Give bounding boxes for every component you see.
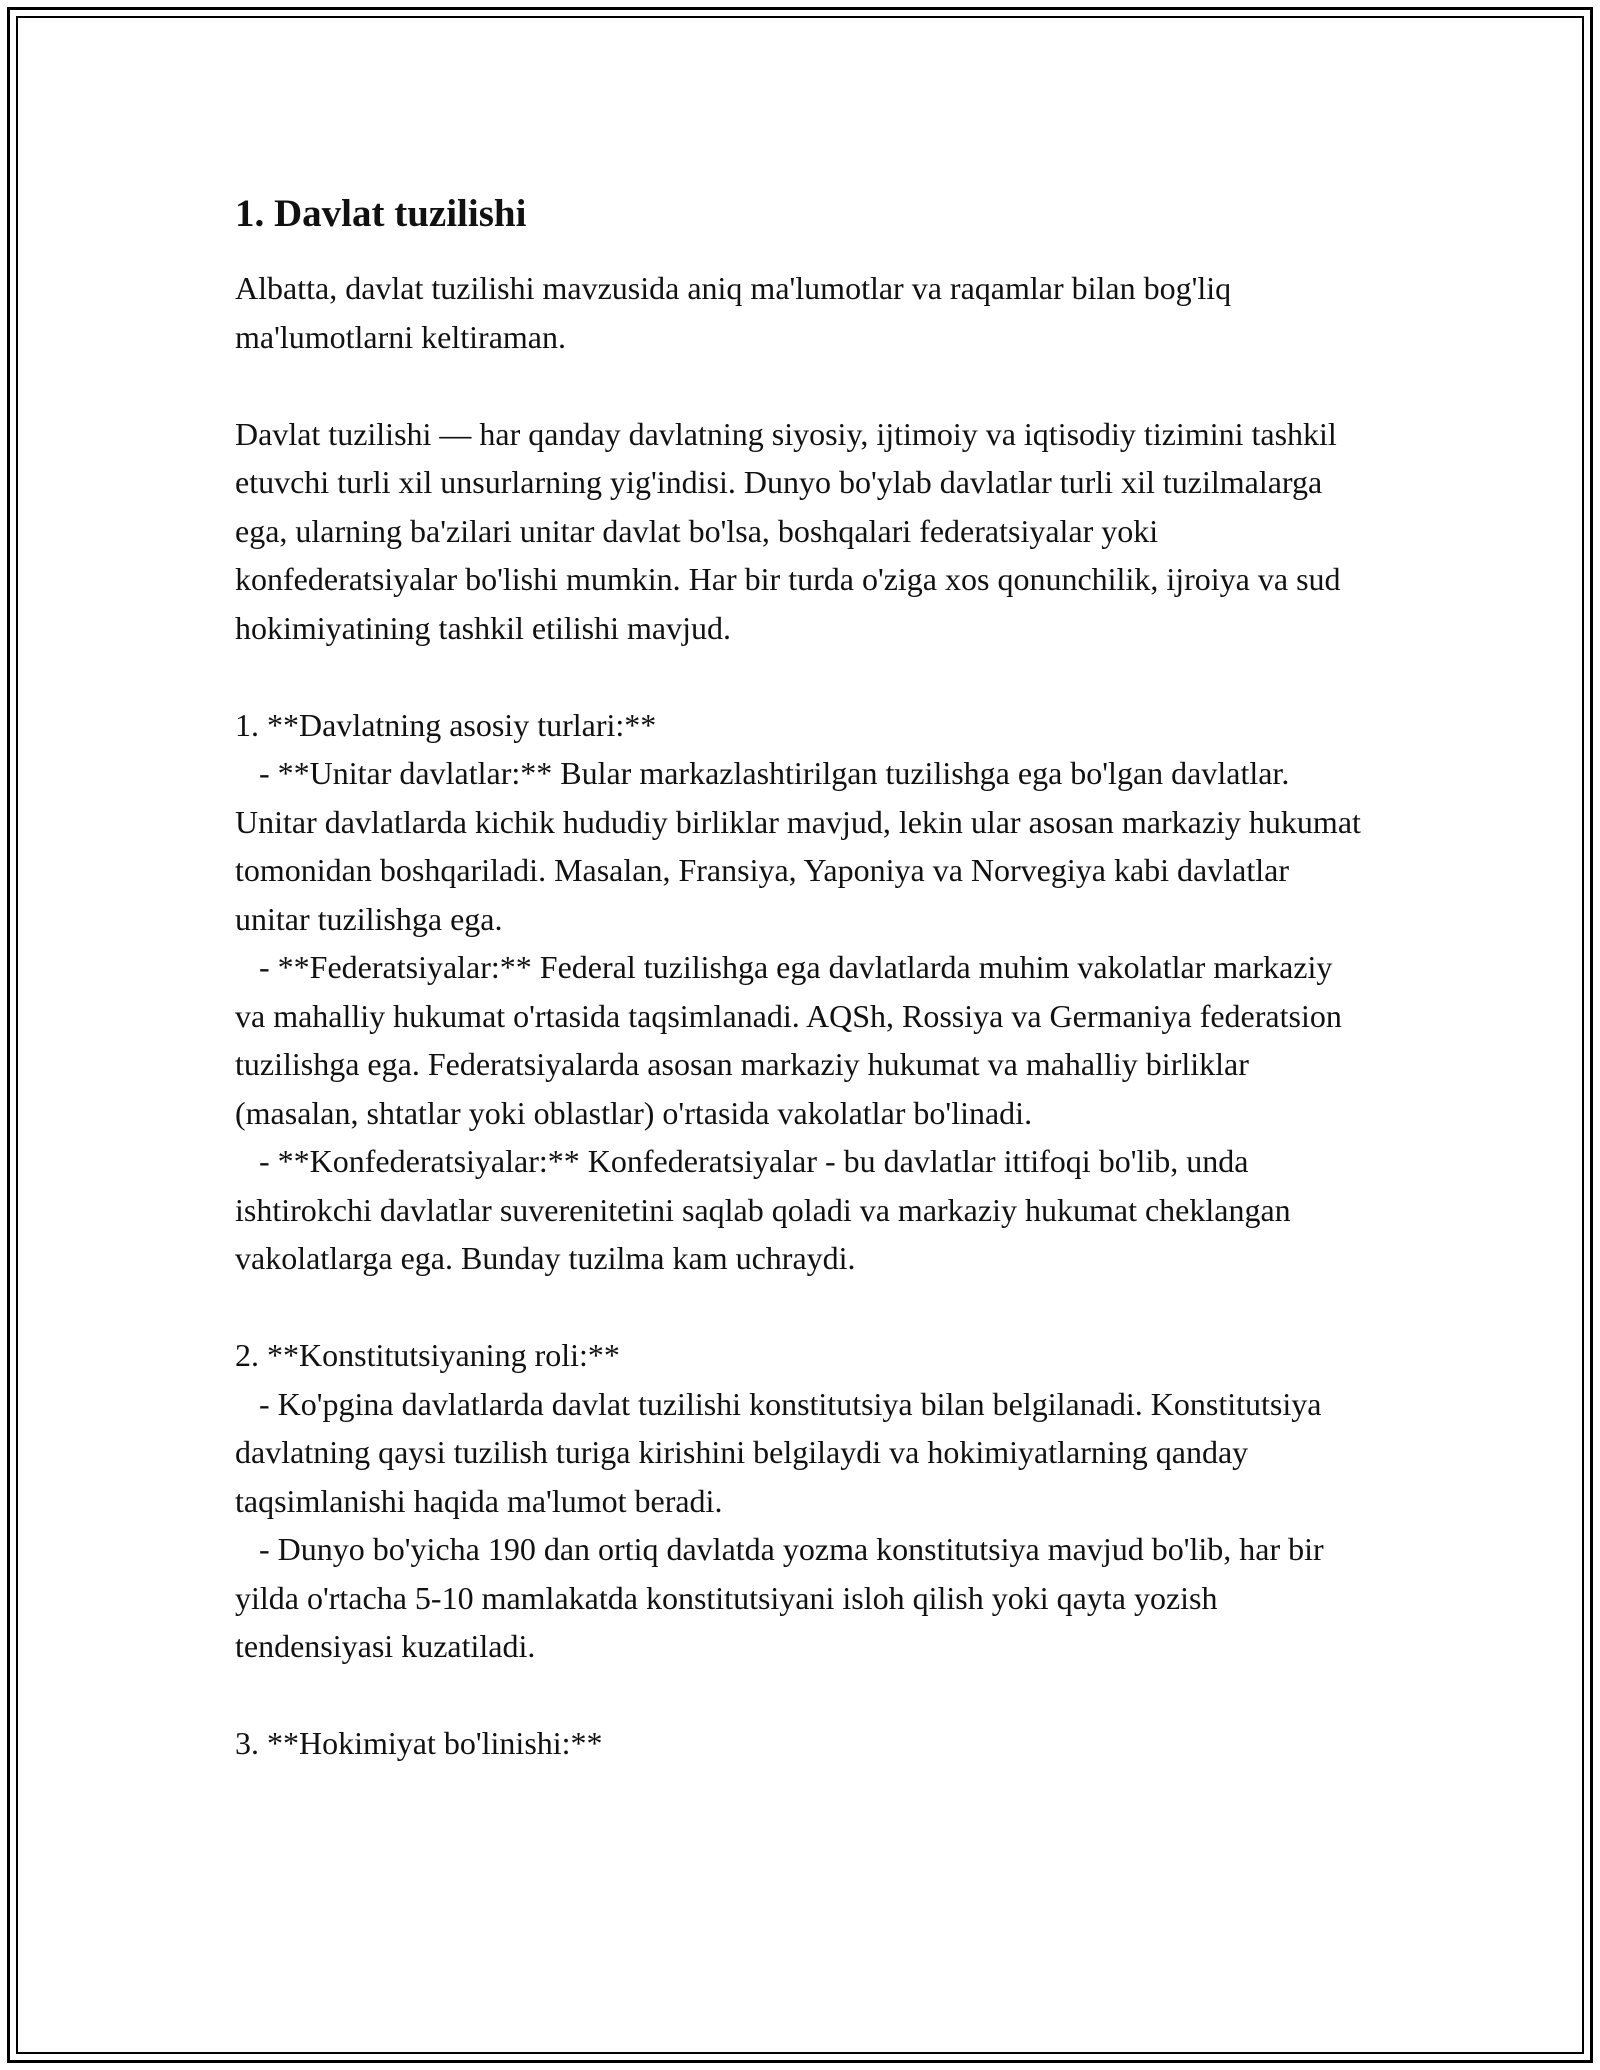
- section-heading: 1. Davlat tuzilishi: [235, 192, 527, 235]
- document-content: [235, 190, 1365, 1768]
- section-body: Albatta, davlat tuzilishi mavzusida aniq ma'lumotlar va raqamlar bilan bog'liq ma'lumotlarni keltiraman. Davlat tuzilishi — har qanday davlatning siyosiy, ijtimoiy va iqtisodiy tizimini tashkil etuvchi turli xil unsurlarning yig'indisi. Dunyo bo'ylab davlatlar turli xil tuzilmalarga ega, ularning ba'zilari unitar davlat bo'lsa, boshqalari federatsiyalar yoki konfederatsiyalar bo'lishi mumkin. Har bir turda o'ziga xos qonunchilik, ijroiya va sud hokimiyatining tashkil etilishi mavjud. 1. **Davlatning asosiy turlari:** - **Unitar davlatlar:** Bular markazlashtirilgan tuzilishga ega bo'lgan davlatlar. Unitar davlatlarda kichik hududiy birliklar mavjud, lekin ular asosan markaziy hukumat tomonidan boshqariladi. Masalan, Fransiya, Yaponiya va Norvegiya kabi davlatlar unitar tuzilishga ega. - **Federatsiyalar:** Federal tuzilishga ega davlatlarda muhim vakolatlar markaziy va mahalliy hukumat o'rtasida taqsimlanadi. AQSh, Rossiya va Germaniya federatsion tuzilishga ega. Federatsiyalarda asosan markaziy hukumat va mahalliy birliklar (masalan, shtatlar yoki oblastlar) o'rtasida vakolatlar bo'linadi. - **Konfederatsiyalar:** Konfederatsiyalar - bu davlatlar ittifoqi bo'lib, unda ishtirokchi davlatlar suverenitetini saqlab qoladi va markaziy hukumat cheklangan vakolatlarga ega. Bunday tuzilma kam uchraydi. 2. **Konstitutsiyaning roli:** - Ko'pgina davlatlarda davlat tuzilishi konstitutsiya bilan belgilanadi. Konstitutsiya davlatning qaysi tuzilish turiga kirishini belgilaydi va hokimiyatlarning qanday taqsimlanishi haqida ma'lumot beradi. - Dunyo bo'yicha 190 dan ortiq davlatda yozma konstitutsiya mavjud bo'lib, har bir yilda o'rtacha 5-10 mamlakatda konstitutsiyani isloh qilish yoki qayta yozish tendensiyasi kuzatiladi. 3. **Hokimiyat bo'linishi:**: [235, 270, 1361, 1761]
